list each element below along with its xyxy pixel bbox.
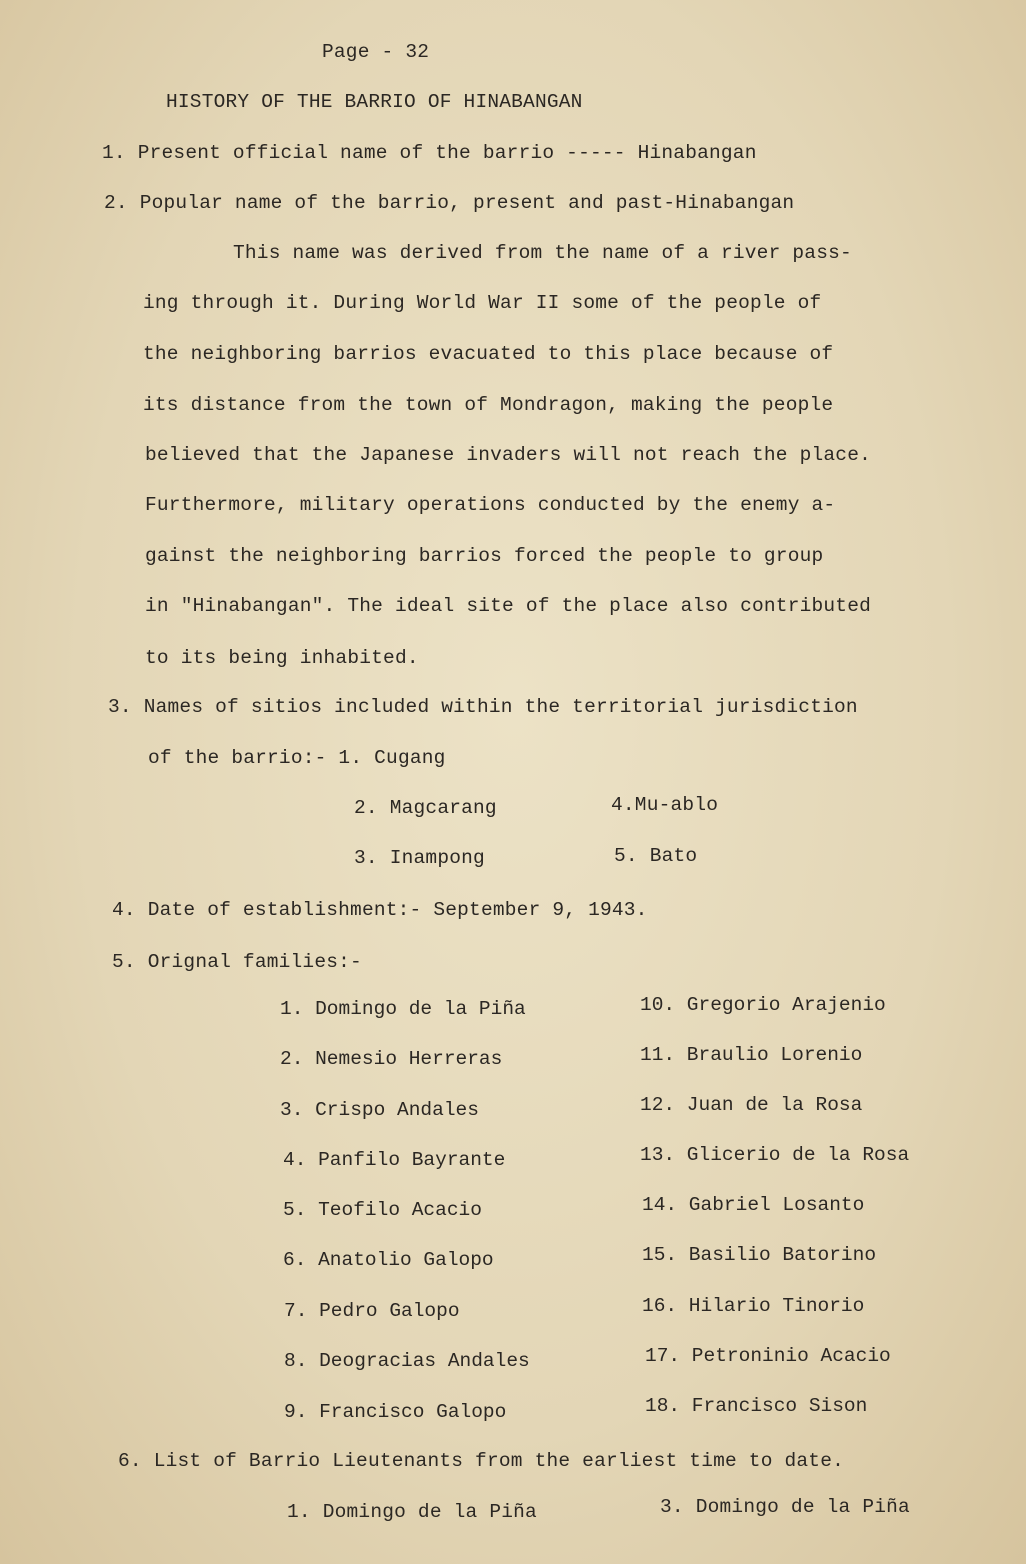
family-list-item: 5. Teofilo Acacio [283, 1199, 482, 1221]
page-title: HISTORY OF THE BARRIO OF HINABANGAN [166, 91, 583, 113]
paragraph-line: This name was derived from the name of a river pass- [233, 242, 852, 264]
item-1-official-name: 1. Present official name of the barrio ----- Hinabangan [102, 142, 757, 164]
paragraph-line: believed that the Japanese invaders will not reach the place. [145, 444, 872, 466]
family-list-item: 15. Basilio Batorino [642, 1244, 877, 1266]
lieutenant-list-item: 1. Domingo de la Piña [287, 1501, 537, 1523]
family-list-item: 11. Braulio Lorenio [640, 1044, 863, 1066]
sitio-item: 3. Inampong [354, 847, 485, 869]
item-2-popular-name: 2. Popular name of the barrio, present and past-Hinabangan [104, 192, 795, 214]
family-list-item: 12. Juan de la Rosa [640, 1094, 863, 1116]
family-list-item: 1. Domingo de la Piña [280, 998, 526, 1020]
family-list-item: 7. Pedro Galopo [284, 1300, 460, 1322]
paragraph-line: the neighboring barrios evacuated to this place because of [143, 343, 834, 365]
paragraph-line: to its being inhabited. [145, 647, 419, 669]
item-3-sitios-line: of the barrio:- 1. Cugang [148, 747, 446, 769]
family-list-item: 9. Francisco Galopo [284, 1401, 507, 1423]
lieutenant-list-item: 3. Domingo de la Piña [660, 1496, 910, 1518]
sitio-item: 5. Bato [614, 845, 698, 867]
sitio-item: 2. Magcarang [354, 797, 497, 819]
paragraph-line: Furthermore, military operations conducted by the enemy a- [145, 494, 836, 516]
family-list-item: 18. Francisco Sison [645, 1395, 868, 1417]
family-list-item: 13. Glicerio de la Rosa [640, 1144, 910, 1166]
page-number: Page - 32 [322, 41, 430, 63]
item-5-original-families: 5. Orignal families:- [112, 951, 362, 973]
family-list-item: 4. Panfilo Bayrante [283, 1149, 506, 1171]
family-list-item: 3. Crispo Andales [280, 1099, 479, 1121]
item-4-date-of-establishment: 4. Date of establishment:- September 9, 1943. [112, 899, 648, 921]
paragraph-line: in "Hinabangan". The ideal site of the place also contributed [145, 595, 872, 617]
family-list-item: 10. Gregorio Arajenio [640, 994, 886, 1016]
paragraph-line: its distance from the town of Mondragon, making the people [143, 394, 834, 416]
paragraph-line: gainst the neighboring barrios forced the people to group [145, 545, 824, 567]
sitio-item: 4.Mu-ablo [611, 794, 719, 816]
item-3-sitios-heading: 3. Names of sitios included within the territorial jurisdiction [108, 696, 858, 718]
family-list-item: 14. Gabriel Losanto [642, 1194, 865, 1216]
family-list-item: 16. Hilario Tinorio [642, 1295, 865, 1317]
item-6-barrio-lieutenants: 6. List of Barrio Lieutenants from the earliest time to date. [118, 1450, 845, 1472]
family-list-item: 8. Deogracias Andales [284, 1350, 530, 1372]
paragraph-line: ing through it. During World War II some of the people of [143, 292, 822, 314]
family-list-item: 6. Anatolio Galopo [283, 1249, 494, 1271]
family-list-item: 2. Nemesio Herreras [280, 1048, 503, 1070]
family-list-item: 17. Petroninio Acacio [645, 1345, 891, 1367]
